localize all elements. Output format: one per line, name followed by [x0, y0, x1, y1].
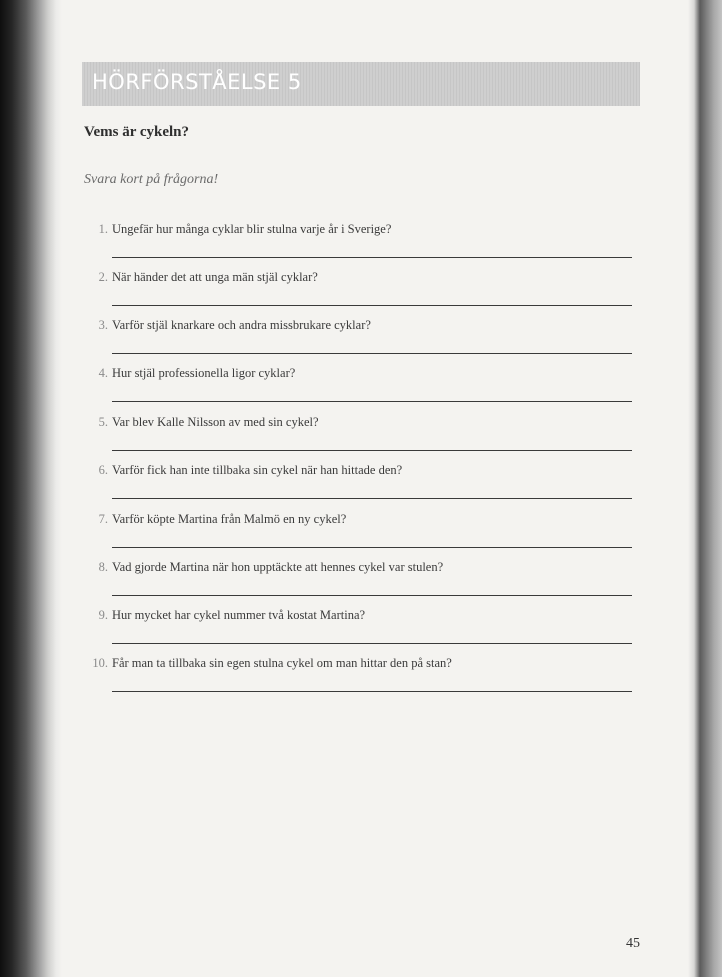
- binding-shadow: [0, 0, 62, 977]
- answer-line[interactable]: [112, 643, 632, 644]
- question-number: 5.: [98, 415, 108, 429]
- exercise-title: Vems är cykeln?: [84, 124, 189, 140]
- question-number: 6.: [98, 463, 108, 477]
- question-text: Hur stjäl professionella ligor cyklar?: [112, 366, 296, 380]
- answer-line[interactable]: [112, 547, 632, 548]
- question-text: Får man ta tillbaka sin egen stulna cykel om man hittar den på stan?: [112, 656, 452, 670]
- question-text: Varför stjäl knarkare och andra missbrukare cyklar?: [112, 318, 371, 332]
- question-text: Varför fick han inte tillbaka sin cykel när han hittade den?: [112, 463, 403, 477]
- question-number: 10.: [92, 656, 108, 670]
- answer-line[interactable]: [112, 450, 632, 451]
- question-text: Ungefär hur många cyklar blir stulna varje år i Sverige?: [112, 222, 392, 236]
- page-number: 45: [626, 936, 640, 951]
- answer-line[interactable]: [112, 257, 632, 258]
- page-edge: [688, 0, 722, 977]
- answer-line[interactable]: [112, 595, 632, 596]
- question-number: 8.: [98, 560, 108, 574]
- section-header: [82, 62, 640, 106]
- answer-line[interactable]: [112, 305, 632, 306]
- question-text: Varför köpte Martina från Malmö en ny cykel?: [112, 512, 347, 526]
- question-number: 1.: [98, 222, 108, 236]
- section-title: HÖRFÖRSTÅELSE 5: [92, 70, 302, 94]
- question-text: När händer det att unga män stjäl cyklar?: [112, 270, 318, 284]
- answer-line[interactable]: [112, 353, 632, 354]
- instruction-text: Svara kort på frågorna!: [84, 172, 219, 187]
- question-text: Vad gjorde Martina när hon upptäckte att hennes cykel var stulen?: [112, 560, 444, 574]
- question-text: Var blev Kalle Nilsson av med sin cykel?: [112, 415, 319, 429]
- question-text: Hur mycket har cykel nummer två kostat Martina?: [112, 608, 366, 622]
- question-number: 9.: [98, 608, 108, 622]
- answer-line[interactable]: [112, 401, 632, 402]
- question-number: 7.: [98, 512, 108, 526]
- answer-line[interactable]: [112, 498, 632, 499]
- answer-line[interactable]: [112, 691, 632, 692]
- question-number: 4.: [98, 366, 108, 380]
- question-number: 2.: [98, 270, 108, 284]
- question-number: 3.: [98, 318, 108, 332]
